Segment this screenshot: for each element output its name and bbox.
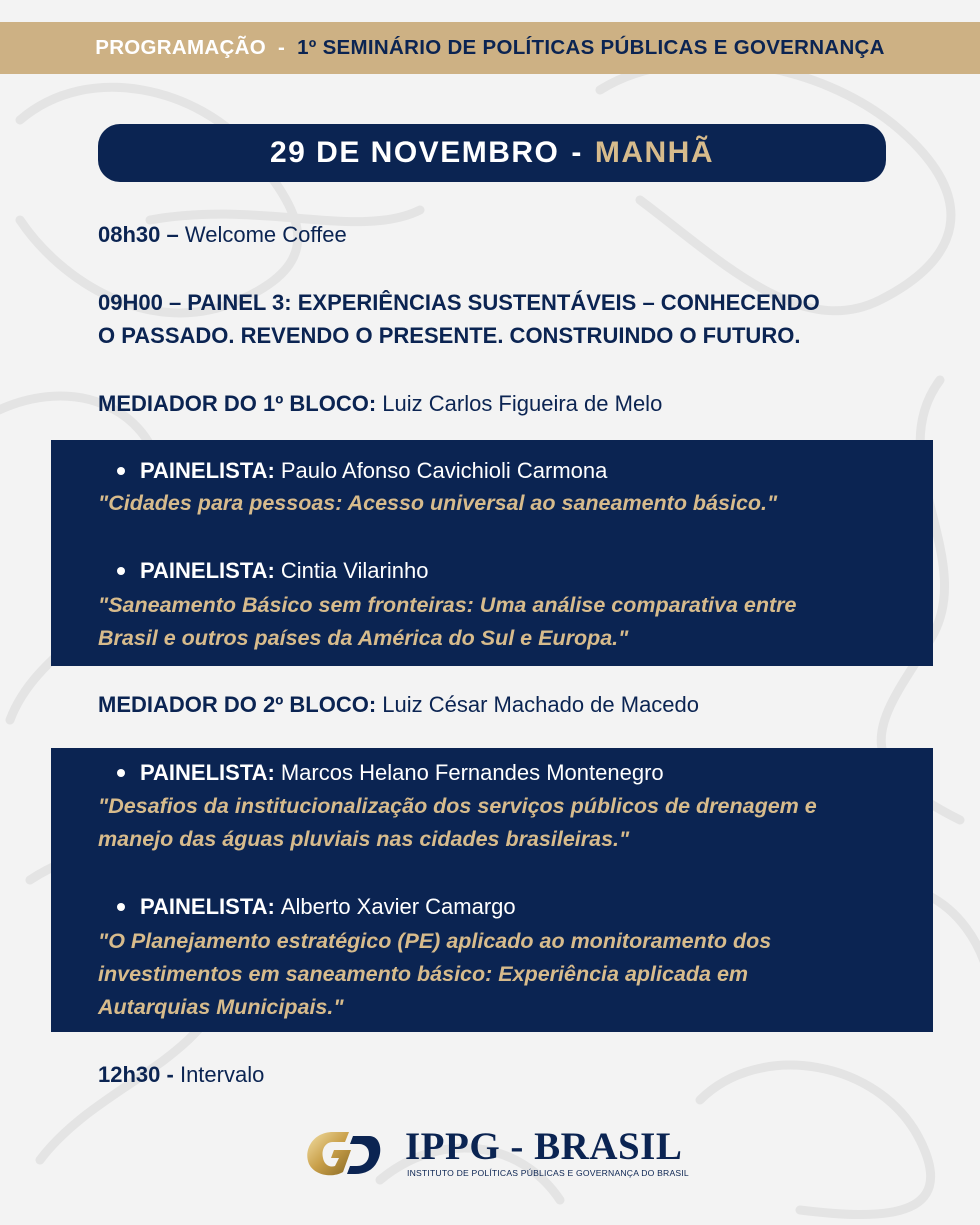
talk-title-line: investimentos em saneamento básico: Experiência aplicada em [98,962,749,986]
panelist-row [117,458,607,484]
panelist-row [117,894,516,920]
panelist-label: PAINELISTA: [140,458,275,483]
header-event-title: 1º SEMINÁRIO DE POLÍTICAS PÚBLICAS E GOVERNANÇA [297,36,885,59]
panelist-row [117,760,664,786]
schedule-item-coffee [98,222,347,248]
coffee-label: Welcome Coffee [184,222,347,247]
mediator-block-1 [98,391,662,417]
date-banner [98,124,886,182]
break-label: Intervalo [179,1062,265,1087]
bullet-icon [117,567,125,575]
header-bar [0,22,980,74]
bullet-icon [117,903,125,911]
talk-title-line: "O Planejamento estratégico (PE) aplicado ao monitoramento dos [98,929,772,953]
panel-title [98,286,898,352]
panel-title-line: O PASSADO. REVENDO O PRESENTE. CONSTRUINDO O FUTURO. [98,323,801,348]
date-text: 29 DE NOVEMBRO [269,136,560,169]
panelist-label: PAINELISTA: [140,558,275,583]
talk-title-line: Brasil e outros países da América do Sul e Europa." [98,626,629,650]
talk-title-line: Autarquias Municipais." [98,995,344,1019]
panelist-label: PAINELISTA: [140,760,275,785]
date-separator: - [571,136,583,169]
talk-title-line: "Desafios da institucionalização dos serviços públicos de drenagem e [98,794,817,818]
panel-title-line: 09H00 – PAINEL 3: EXPERIÊNCIAS SUSTENTÁVEIS – CONHECENDO [98,290,820,315]
footer-logo [303,1124,703,1184]
talk-title [98,790,918,856]
ippg-logo-icon [303,1128,383,1180]
talk-title [98,589,918,655]
mediator-block-2 [98,692,699,718]
break-time: 12h30 - [98,1062,174,1087]
panelist-name: Marcos Helano Fernandes Montenegro [280,760,664,785]
coffee-time: 08h30 – [98,222,179,247]
talk-title-line: "Cidades para pessoas: Acesso universal ao saneamento básico." [98,491,778,515]
period-text: MANHÃ [594,136,715,169]
mediator-label: MEDIADOR DO 1º BLOCO: [98,391,377,416]
talk-title [98,925,918,1024]
panelist-name: Alberto Xavier Camargo [280,894,516,919]
panelist-name: Paulo Afonso Cavichioli Carmona [280,458,608,483]
talk-title-line: manejo das águas pluviais nas cidades brasileiras." [98,827,630,851]
talk-title-line: "Saneamento Básico sem fronteiras: Uma análise comparativa entre [98,593,797,617]
org-full-name: INSTITUTO DE POLÍTICAS PÚBLICAS E GOVERNANÇA DO BRASIL [407,1168,689,1178]
bullet-icon [117,769,125,777]
panelist-label: PAINELISTA: [140,894,275,919]
org-name: IPPG - BRASIL [405,1125,683,1168]
talk-title [98,487,918,520]
panelists-box-1 [51,440,933,666]
schedule-item-break [98,1062,264,1088]
panelist-name: Cintia Vilarinho [280,558,429,583]
header-label: PROGRAMAÇÃO [95,36,266,59]
mediator-label: MEDIADOR DO 2º BLOCO: [98,692,377,717]
mediator-name: Luiz César Machado de Macedo [382,692,700,717]
mediator-name: Luiz Carlos Figueira de Melo [382,391,663,416]
bullet-icon [117,467,125,475]
panelists-box-2 [51,748,933,1032]
panelist-row [117,558,428,584]
header-separator: - [277,36,286,59]
